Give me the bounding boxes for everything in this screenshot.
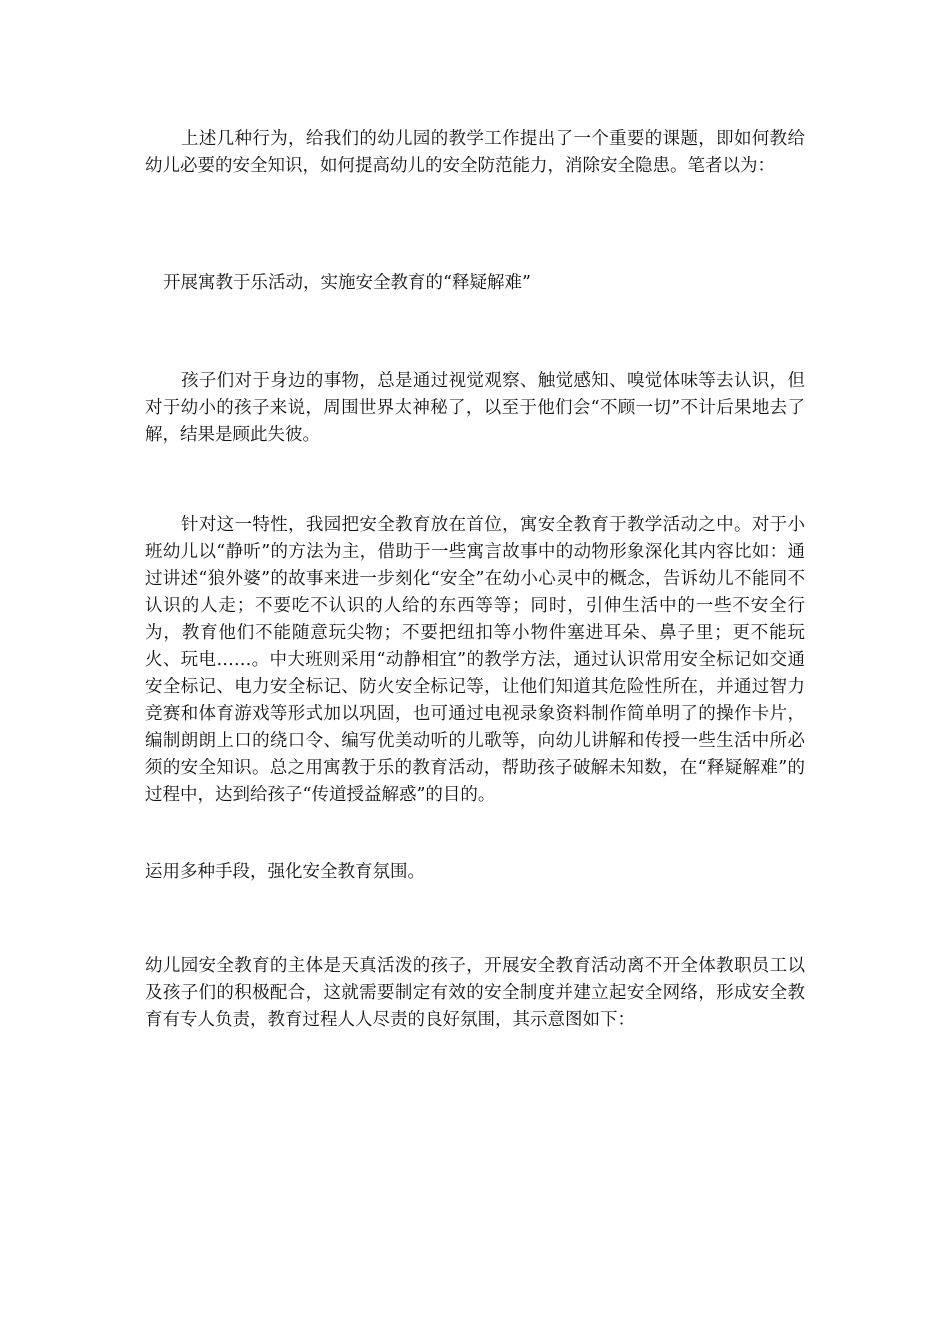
section-heading-2: 运用多种手段，强化安全教育氛围。 <box>145 862 425 882</box>
body-paragraph-4: 幼儿园安全教育的主体是天真活泼的孩子，开展安全教育活动离不开全体教职员工以及孩子们的积极配合，这就需要制定有效的安全制度并建立起安全网络，形成安全教育有专人负责，教育过程人人尽责的良好氛围，其示意图如下： <box>145 956 805 1030</box>
body-paragraph-2: 孩子们对于身边的事物，总是通过视觉观察、触觉感知、嗅觉体味等去认识，但对于幼小的孩子来说，周围世界太神秘了，以至于他们会“不顾一切”不计后果地去了解，结果是顾此失彼。 <box>145 371 805 445</box>
intro-paragraph: 上述几种行为，给我们的幼儿园的教学工作提出了一个重要的课题，即如何教给幼儿必要的安全知识，如何提高幼儿的安全防范能力，消除安全隐患。笔者以为： <box>145 129 805 176</box>
section-heading-1: 开展寓教于乐活动，实施安全教育的“释疑解难” <box>163 273 531 293</box>
body-paragraph-3: 针对这一特性，我园把安全教育放在首位，寓安全教育于教学活动之中。对于小班幼儿以“静听”的方法为主，借助于一些寓言故事中的动物形象深化其内容比如：通过讲述“狼外婆”的故事来进一步刻化“安全”在幼小心灵中的概念，告诉幼儿不能同不认识的人走；不要吃不认识的人给的东西等等；同时，引伸生活中的一些不安全行为，教育他们不能随意玩尖物；不要把纽扣等小物件塞进耳朵、鼻子里；更不能玩火、玩电……。中大班则采用“动静相宜”的教学方法，通过认识常用安全标记如交通安全标记、电力安全标记、防火安全标记等，让他们知道其危险性所在，并通过智力竞赛和体育游戏等形式加以巩固，也可通过电视录象资料制作简单明了的操作卡片，编制朗朗上口的绕口令、编写优美动听的儿歌等，向幼儿讲解和传授一些生活中所必须的安全知识。总之用寓教于乐的教育活动，帮助孩子破解未知数，在“释疑解难”的过程中，达到给孩子“传道授益解惑”的目的。 <box>145 515 805 805</box>
